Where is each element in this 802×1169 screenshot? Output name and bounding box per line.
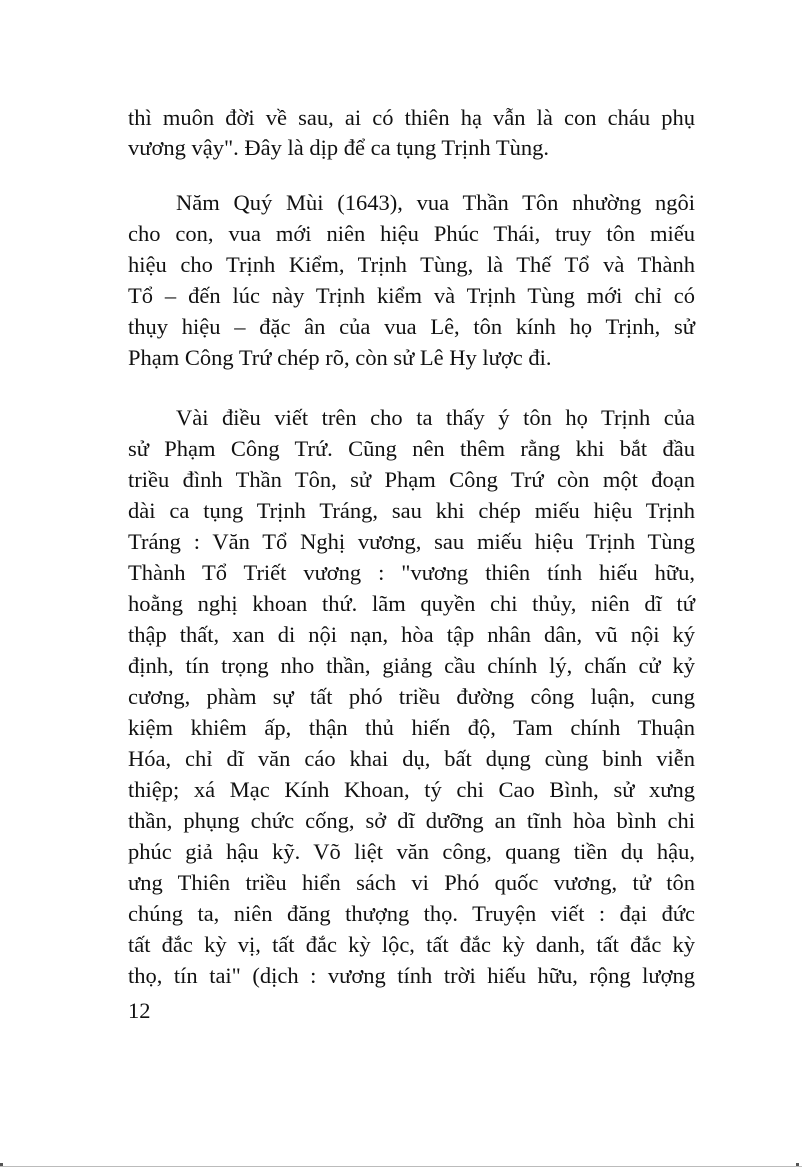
- text-line: hiệu cho Trịnh Kiểm, Trịnh Tùng, là Thế Tổ và Thành: [128, 252, 695, 277]
- text-line: thì muôn đời về sau, ai có thiên hạ vẫn là con cháu phụ: [128, 105, 695, 130]
- text-line: cương, phàm sự tất phó triều đường công luận, cung: [128, 684, 695, 709]
- text-line: kiệm khiêm ấp, thận thủ hiến độ, Tam chính Thuận: [128, 715, 695, 740]
- text-line: sử Phạm Công Trứ. Cũng nên thêm rằng khi bắt đầu: [128, 436, 695, 461]
- text-line: vương vậy". Đây là dịp để ca tụng Trịnh Tùng.: [128, 135, 549, 160]
- page-number: 12: [128, 998, 151, 1023]
- scan-corner-mark: [796, 1163, 799, 1166]
- text-line: định, tín trọng nho thần, giảng cầu chính lý, chấn cử kỷ: [128, 653, 695, 678]
- text-line: dài ca tụng Trịnh Tráng, sau khi chép miếu hiệu Trịnh: [128, 498, 695, 523]
- scan-corner-mark: [0, 1163, 3, 1166]
- text-line: Thành Tổ Triết vương : "vương thiên tính hiếu hữu,: [128, 560, 695, 585]
- text-line: thọ, tín tai" (dịch : vương tính trời hiếu hữu, rộng lượng: [128, 963, 695, 988]
- text-line: phúc giả hậu kỹ. Võ liệt văn công, quang tiền dụ hậu,: [128, 839, 695, 864]
- text-line: thập thất, xan di nội nạn, hòa tập nhân dân, vũ nội ký: [128, 622, 695, 647]
- text-line: Vài điều viết trên cho ta thấy ý tôn họ Trịnh của: [176, 405, 695, 430]
- text-line: Phạm Công Trứ chép rõ, còn sử Lê Hy lược đi.: [128, 345, 552, 370]
- text-line: tất đắc kỳ vị, tất đắc kỳ lộc, tất đắc kỳ danh, tất đắc kỳ: [128, 932, 695, 957]
- text-line: Hóa, chỉ dĩ văn cáo khai dụ, bất dụng cùng binh viễn: [128, 746, 695, 771]
- text-line: ưng Thiên triều hiển sách vi Phó quốc vương, tử tôn: [128, 870, 695, 895]
- scan-edge-line: [0, 1166, 802, 1167]
- text-line: chúng ta, niên đăng thượng thọ. Truyện viết : đại đức: [128, 901, 695, 926]
- text-line: cho con, vua mới niên hiệu Phúc Thái, truy tôn miếu: [128, 221, 695, 246]
- text-line: thụy hiệu – đặc ân của vua Lê, tôn kính họ Trịnh, sử: [128, 314, 695, 339]
- text-line: thiệp; xá Mạc Kính Khoan, tý chi Cao Bình, sử xưng: [128, 777, 695, 802]
- text-line: hoằng nghị khoan thứ. lãm quyền chi thủy, niên dĩ tứ: [128, 591, 695, 616]
- text-line: triều đình Thần Tôn, sử Phạm Công Trứ còn một đoạn: [128, 467, 695, 492]
- text-line: Tráng : Văn Tổ Nghị vương, sau miếu hiệu Trịnh Tùng: [128, 529, 695, 554]
- text-line: thần, phụng chức cống, sở dĩ dưỡng an tĩnh hòa bình chi: [128, 808, 695, 833]
- text-line: Năm Quý Mùi (1643), vua Thần Tôn nhường ngôi: [176, 190, 695, 215]
- text-line: Tổ – đến lúc này Trịnh kiểm và Trịnh Tùng mới chỉ có: [128, 283, 695, 308]
